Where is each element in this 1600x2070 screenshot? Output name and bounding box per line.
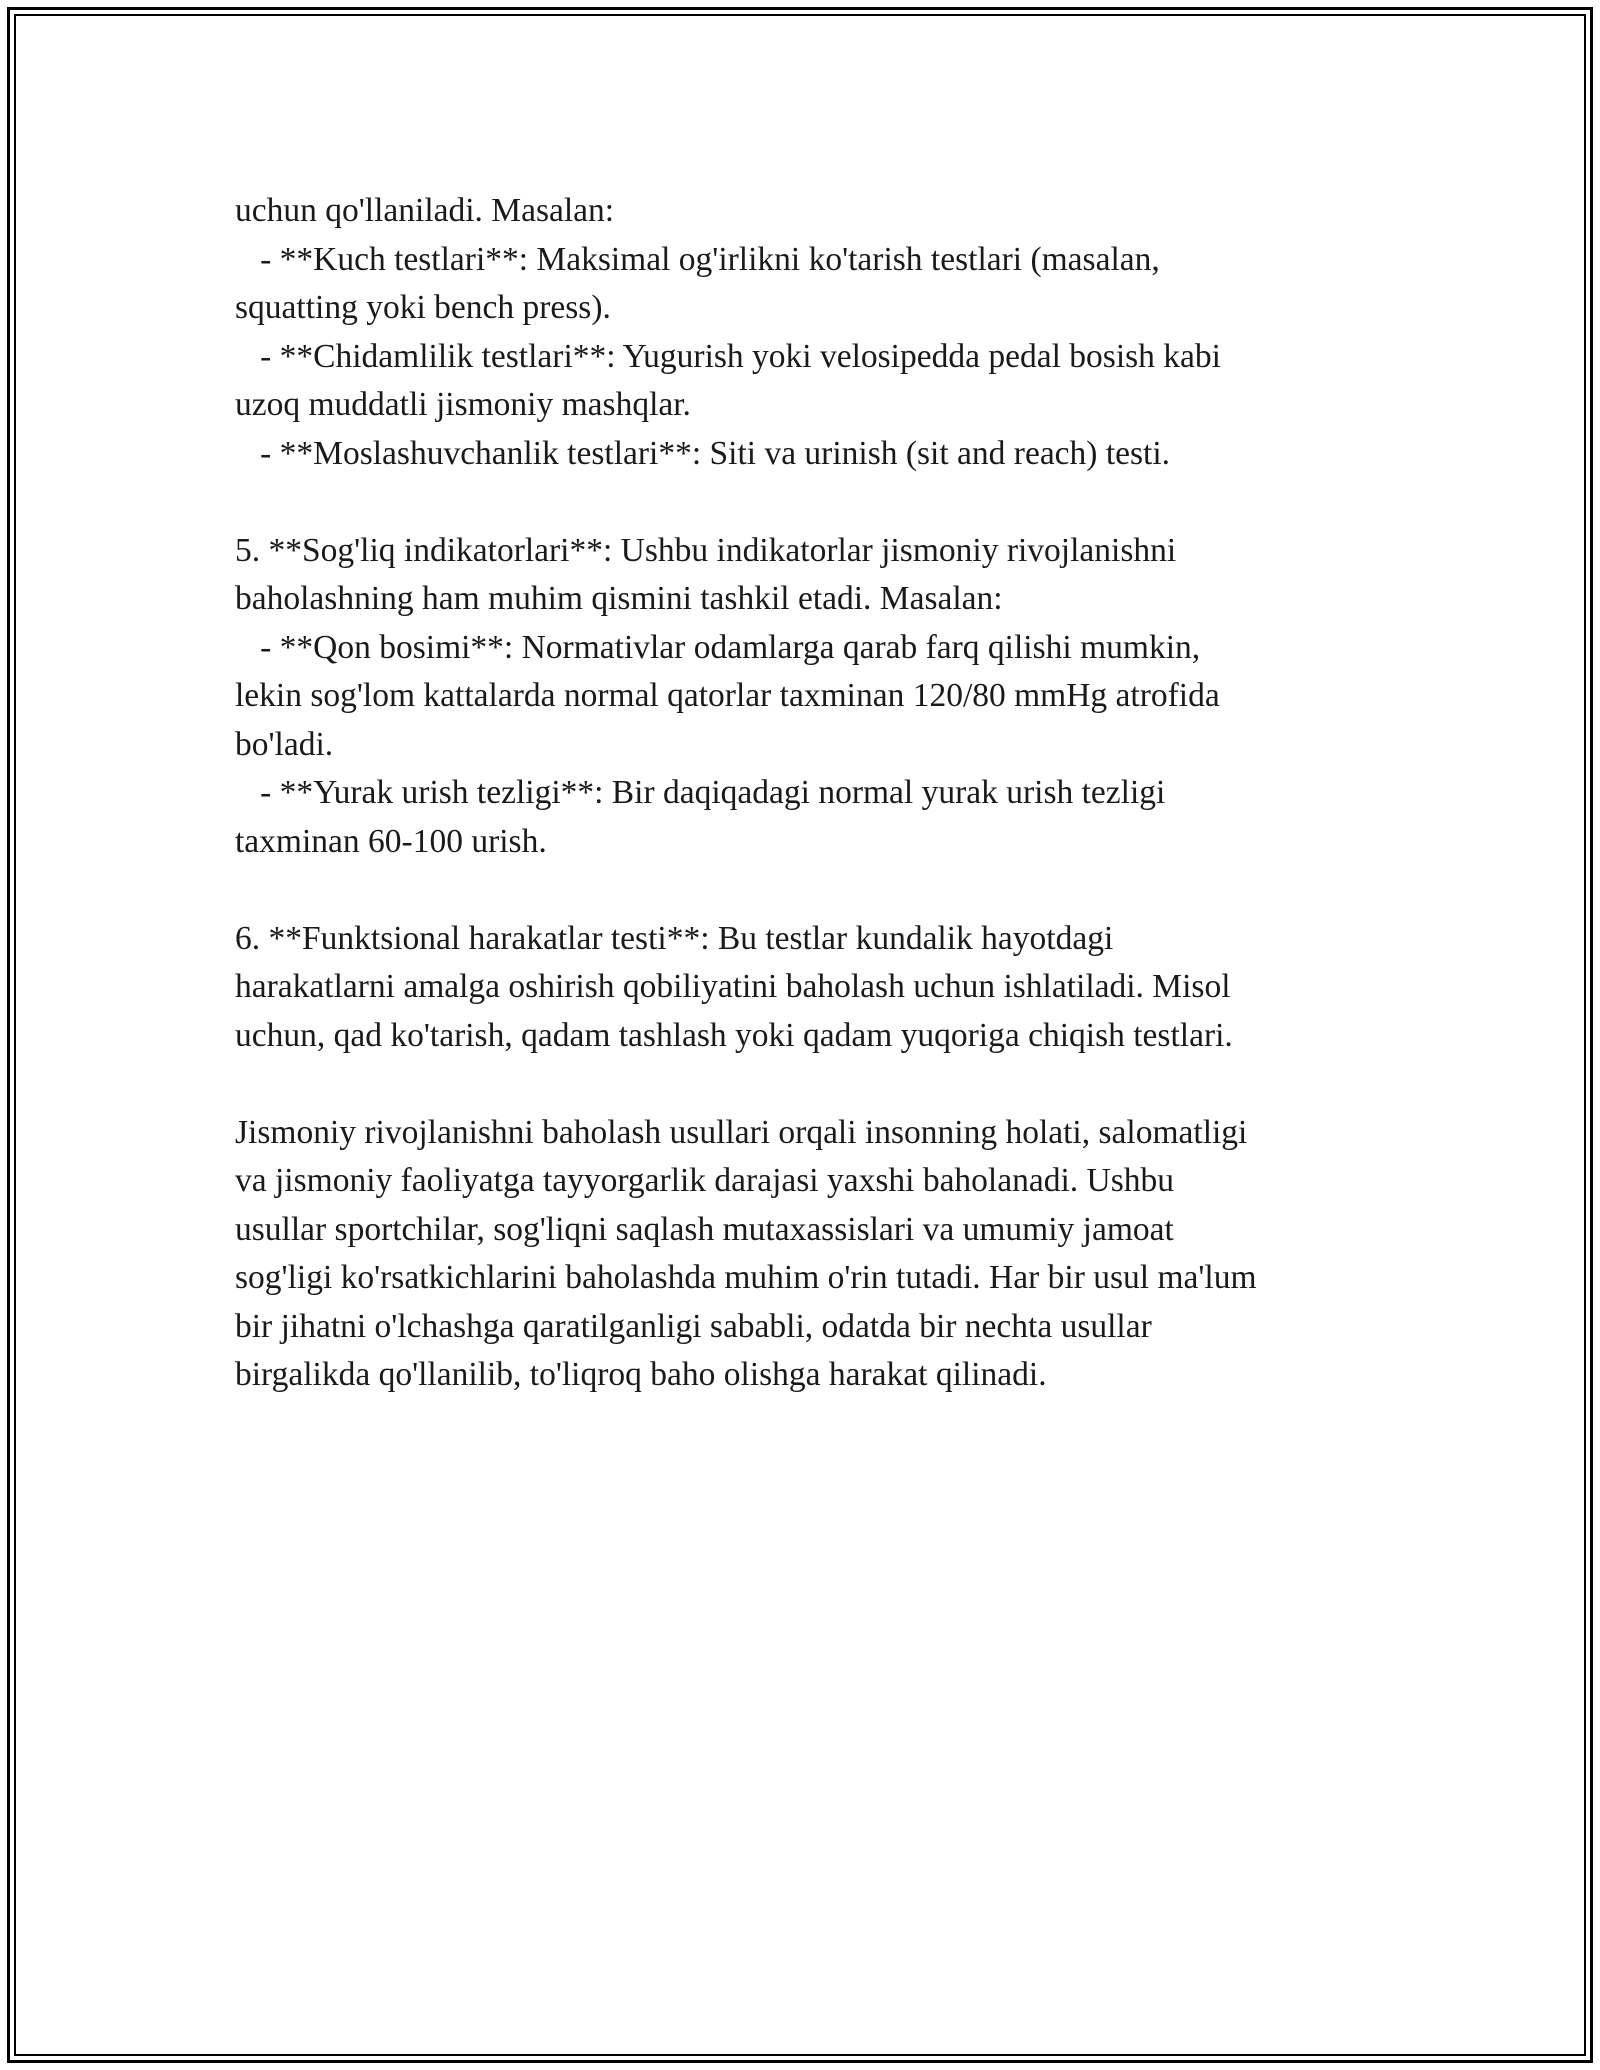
text-line: va jismoniy faoliyatga tayyorgarlik darajasi yaxshi baholanadi. Ushbu <box>235 1162 1175 1199</box>
paragraph-gap <box>235 1060 1395 1109</box>
numbered-item-5: 5. **Sog'liq indikatorlari**: Ushbu indikatorlar jismoniy rivojlanishni <box>235 531 1177 569</box>
text-line: lekin sog'lom kattalarda normal qatorlar taxminan 120/80 mmHg atrofida <box>235 677 1220 714</box>
text-line: uchun qo'llaniladi. Masalan: <box>235 192 615 229</box>
text-line: baholashning ham muhim qismini tashkil etadi. Masalan: <box>235 580 1003 617</box>
list-item-heart-rate: - **Yurak urish tezligi**: Bir daqiqadagi normal yurak urish tezligi <box>235 774 1166 811</box>
text-line: Jismoniy rivojlanishni baholash usullari orqali insonning holati, salomatligi <box>235 1113 1248 1151</box>
list-item-endurance-tests: - **Chidamlilik testlari**: Yugurish yoki velosipedda pedal bosish kabi <box>235 337 1221 375</box>
paragraph-health-indicators <box>235 527 1395 867</box>
text-line: usullar sportchilar, sog'liqni saqlash mutaxassislari va umumiy jamoat <box>235 1210 1174 1248</box>
list-item-flexibility-tests: - **Moslashuvchanlik testlari**: Siti va urinish (sit and reach) testi. <box>235 434 1171 472</box>
paragraph-conclusion <box>235 1109 1395 1400</box>
text-line: bir jihatni o'lchashga qaratilganligi sababli, odatda bir nechta usullar <box>235 1307 1152 1345</box>
text-line: birgalikda qo'llanilib, to'liqroq baho olishga harakat qilinadi. <box>235 1356 1047 1393</box>
text-line: uchun, qad ko'tarish, qadam tashlash yoki qadam yuqoriga chiqish testlari. <box>235 1016 1233 1054</box>
text-line: sog'ligi ko'rsatkichlarini baholashda muhim o'rin tutadi. Har bir usul ma'lum <box>235 1259 1257 1296</box>
text-line: squatting yoki bench press). <box>235 289 611 326</box>
document-body <box>235 187 1395 1400</box>
numbered-item-6: 6. **Funktsional harakatlar testi**: Bu testlar kundalik hayotdagi <box>235 919 1114 957</box>
text-line: harakatlarni amalga oshirish qobiliyatini baholash uchun ishlatiladi. Misol <box>235 968 1231 1005</box>
list-item-strength-tests: - **Kuch testlari**: Maksimal og'irlikni ko'tarish testlari (masalan, <box>235 240 1160 278</box>
paragraph-gap <box>235 478 1395 527</box>
paragraph-gap <box>235 866 1395 915</box>
text-line: uzoq muddatli jismoniy mashqlar. <box>235 386 691 423</box>
paragraph-tests-list <box>235 187 1395 478</box>
list-item-blood-pressure: - **Qon bosimi**: Normativlar odamlarga qarab farq qilishi mumkin, <box>235 628 1201 666</box>
paragraph-functional-tests <box>235 915 1395 1061</box>
text-line: taxminan 60-100 urish. <box>235 822 547 860</box>
text-line: bo'ladi. <box>235 725 334 763</box>
